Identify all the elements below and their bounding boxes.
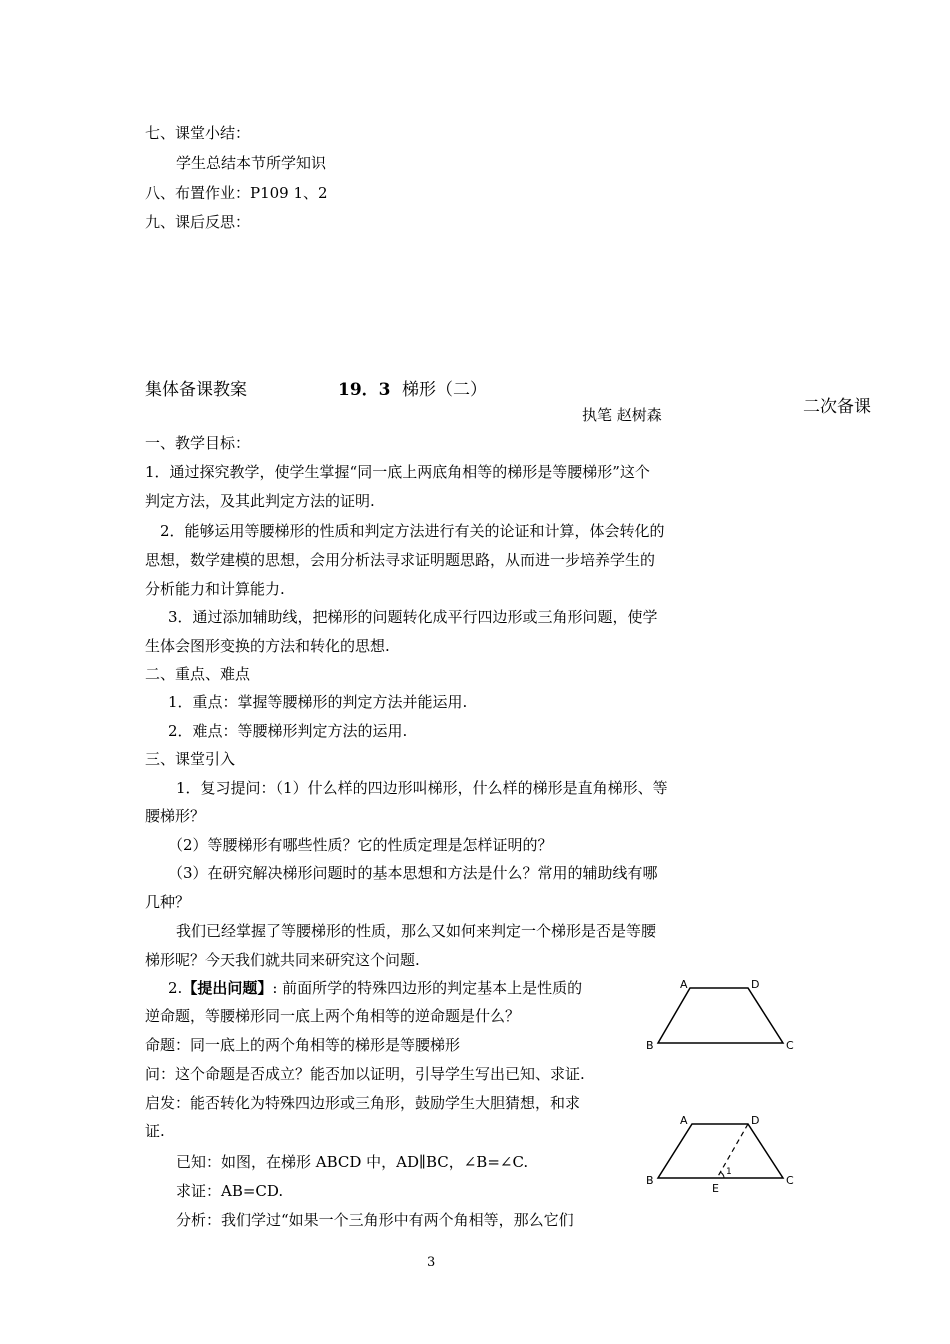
section-8-heading: 八、布置作业：P109 1、2 (145, 184, 328, 202)
trapezoid-figure-2 (640, 1108, 800, 1198)
intro-1-line-2: 腰梯形？ (145, 807, 206, 825)
goal-2-line-1: 2．能够运用等腰梯形的性质和判定方法进行有关的论证和计算，体会转化的 (160, 522, 665, 540)
goals-heading: 一、教学目标： (145, 434, 251, 452)
fig2-label-angle-1: 1 (726, 1167, 732, 1177)
fig2-label-d: D (751, 1114, 760, 1127)
question-line-2: 逆命题，等腰梯形同一底上两个角相等的逆命题是什么？ (145, 1007, 521, 1025)
goal-2-line-3: 分析能力和计算能力. (145, 580, 285, 598)
goal-2-line-2: 思想，数学建模的思想，会用分析法寻求证明题思路，从而进一步培养学生的 (145, 551, 656, 569)
section-7-heading: 七、课堂小结： (145, 124, 251, 142)
intro-4-line-2: 梯形呢？今天我们就共同来研究这个问题. (145, 951, 420, 969)
intro-2: （2）等腰梯形有哪些性质？它的性质定理是怎样证明的？ (168, 836, 553, 854)
author-line: 执笔 赵树森 (582, 406, 662, 424)
fig1-label-b: B (646, 1039, 654, 1052)
fig1-label-d: D (751, 978, 760, 991)
intro-3-line-2: 几种？ (145, 893, 191, 911)
goal-3-line-2: 生体会图形变换的方法和转化的思想. (145, 637, 390, 655)
goal-1-line-1: 1．通过探究教学，使学生掌握“同一底上两底角相等的梯形是等腰梯形”这个 (145, 463, 650, 481)
key-point-1: 1．重点：掌握等腰梯形的判定方法并能运用. (168, 693, 468, 711)
fig1-label-c: C (786, 1039, 794, 1052)
fig2-label-e: E (712, 1182, 719, 1195)
question-rest: : 前面所学的特殊四边形的判定基本上是性质的 (272, 979, 583, 997)
second-prep-label: 二次备课 (803, 397, 871, 417)
section-9-heading: 九、课后反思： (145, 213, 251, 231)
key-point-2: 2．难点：等腰梯形判定方法的运用. (168, 722, 408, 740)
section-7-body: 学生总结本节所学知识 (176, 154, 327, 172)
page-number: 3 (427, 1255, 436, 1270)
analysis-line: 分析：我们学过“如果一个三角形中有两个角相等，那么它们 (176, 1211, 574, 1229)
trapezoid-figure-1 (640, 975, 800, 1055)
proposition: 命题：同一底上的两个角相等的梯形是等腰梯形 (145, 1036, 461, 1054)
key-points-heading: 二、重点、难点 (145, 665, 251, 683)
trapezoid-1-shape (658, 988, 783, 1043)
fig2-label-c: C (786, 1174, 794, 1187)
goal-3-line-1: 3．通过添加辅助线，把梯形的问题转化成平行四边形或三角形问题，使学 (168, 608, 658, 626)
hint-line-2: 证. (145, 1122, 165, 1140)
given-line: 已知：如图，在梯形 ABCD 中，AD∥BC，∠B=∠C. (176, 1153, 529, 1171)
question-bold-label: 【提出问题】 (182, 979, 273, 997)
lesson-number: 19．3 (338, 380, 391, 400)
fig2-label-b: B (646, 1174, 654, 1187)
ask-line: 问：这个命题是否成立？能否加以证明，引导学生写出已知、求证. (145, 1065, 585, 1083)
prove-line: 求证：AB=CD. (176, 1182, 284, 1200)
hint-line-1: 启发：能否转化为特殊四边形或三角形，鼓励学生大胆猜想，和求 (145, 1094, 581, 1112)
header-left: 集体备课教案 (145, 380, 247, 400)
intro-heading: 三、课堂引入 (145, 750, 236, 768)
auxiliary-line-de (717, 1124, 748, 1178)
fig2-label-a: A (680, 1114, 688, 1127)
intro-3-line-1: （3）在研究解决梯形问题时的基本思想和方法是什么？常用的辅助线有哪 (168, 864, 658, 882)
intro-4-line-1: 我们已经掌握了等腰梯形的性质，那么又如何来判定一个梯形是否是等腰 (176, 922, 657, 940)
fig1-label-a: A (680, 978, 688, 991)
goal-1-line-2: 判定方法，及其此判定方法的证明. (145, 492, 375, 510)
intro-1-line-1: 1．复习提问：（1）什么样的四边形叫梯形，什么样的梯形是直角梯形、等 (176, 779, 668, 797)
trapezoid-2-shape (658, 1124, 783, 1178)
question-line-1 (168, 978, 582, 998)
question-number: 2. (168, 979, 183, 997)
lesson-title: 梯形（二） (402, 380, 487, 400)
